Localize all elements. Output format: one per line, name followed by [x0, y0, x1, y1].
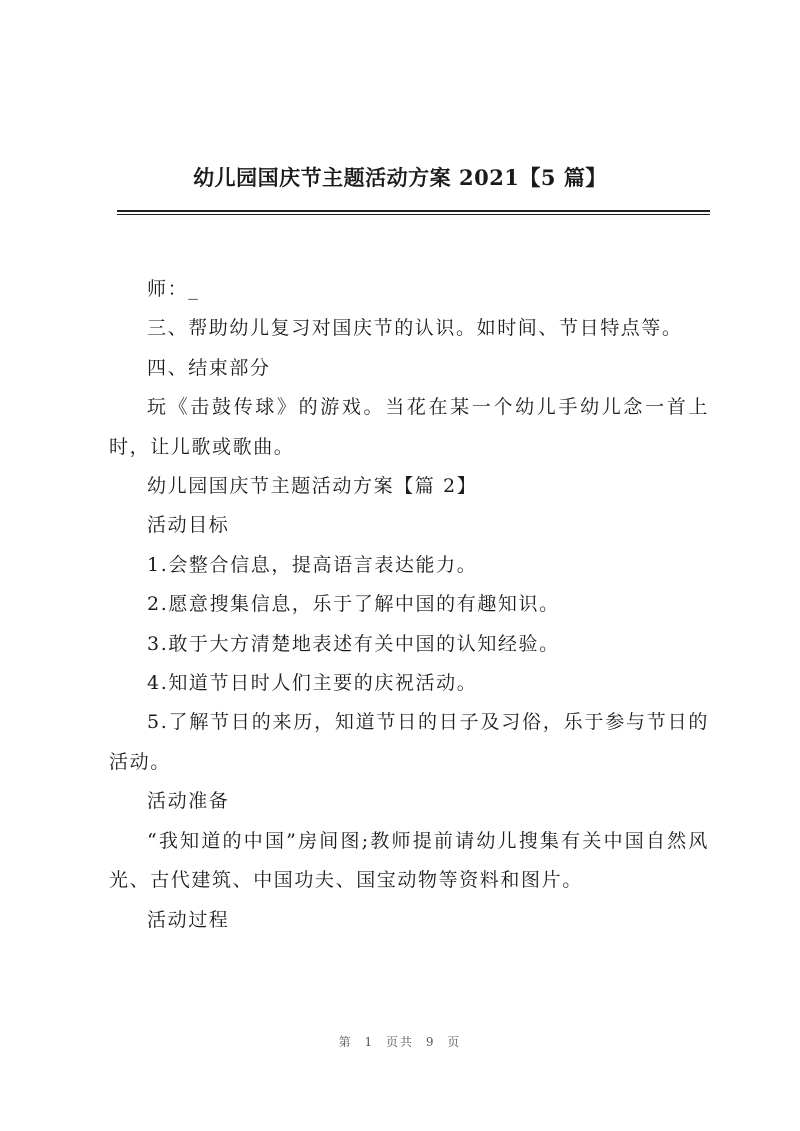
subheading-activity-preparation: 活动准备 — [147, 790, 230, 813]
footer-prefix: 第 — [338, 1035, 353, 1049]
paragraph-game-description: 玩《击鼓传球》的游戏。当花在某一个幼儿手幼儿念一首上时，让儿歌或歌曲。 — [109, 396, 709, 458]
goal-item-4: 4.知道节日时人们主要的庆祝活动。 — [147, 672, 478, 695]
document-title: 幼儿园国庆节主题活动方案 2021【5 篇】 — [193, 165, 607, 190]
footer-current-page: 1 — [364, 1035, 375, 1049]
document-body — [109, 270, 709, 940]
paragraph-step-four-heading: 四、结束部分 — [147, 356, 271, 379]
footer-middle: 页共 — [385, 1035, 414, 1049]
subheading-activity-goals: 活动目标 — [147, 514, 230, 537]
footer-total-pages: 9 — [425, 1035, 436, 1049]
subheading-activity-process: 活动过程 — [147, 908, 230, 931]
section-heading-plan-2: 幼儿园国庆节主题活动方案【篇 2】 — [147, 475, 478, 498]
title-underline — [117, 210, 710, 212]
goal-item-5: 5.了解节日的来历，知道节日的日子及习俗，乐于参与节日的活动。 — [109, 711, 709, 773]
paragraph-step-three: 三、帮助幼儿复习对国庆节的认识。如时间、节日特点等。 — [147, 317, 683, 340]
page-footer — [0, 1033, 800, 1050]
goal-item-2: 2.愿意搜集信息，乐于了解中国的有趣知识。 — [147, 593, 560, 616]
goal-item-1: 1.会整合信息，提高语言表达能力。 — [147, 553, 478, 576]
paragraph-teacher-line: 师：_ — [147, 278, 200, 300]
paragraph-preparation-details: “我知道的中国”房间图;教师提前请幼儿搜集有关中国自然风光、古代建筑、中国功夫、国宝动物等资料和图片。 — [109, 829, 709, 892]
title-underline-thin — [117, 214, 710, 215]
footer-suffix: 页 — [447, 1035, 462, 1049]
goal-item-3: 3.敢于大方清楚地表述有关中国的认知经验。 — [147, 632, 560, 655]
